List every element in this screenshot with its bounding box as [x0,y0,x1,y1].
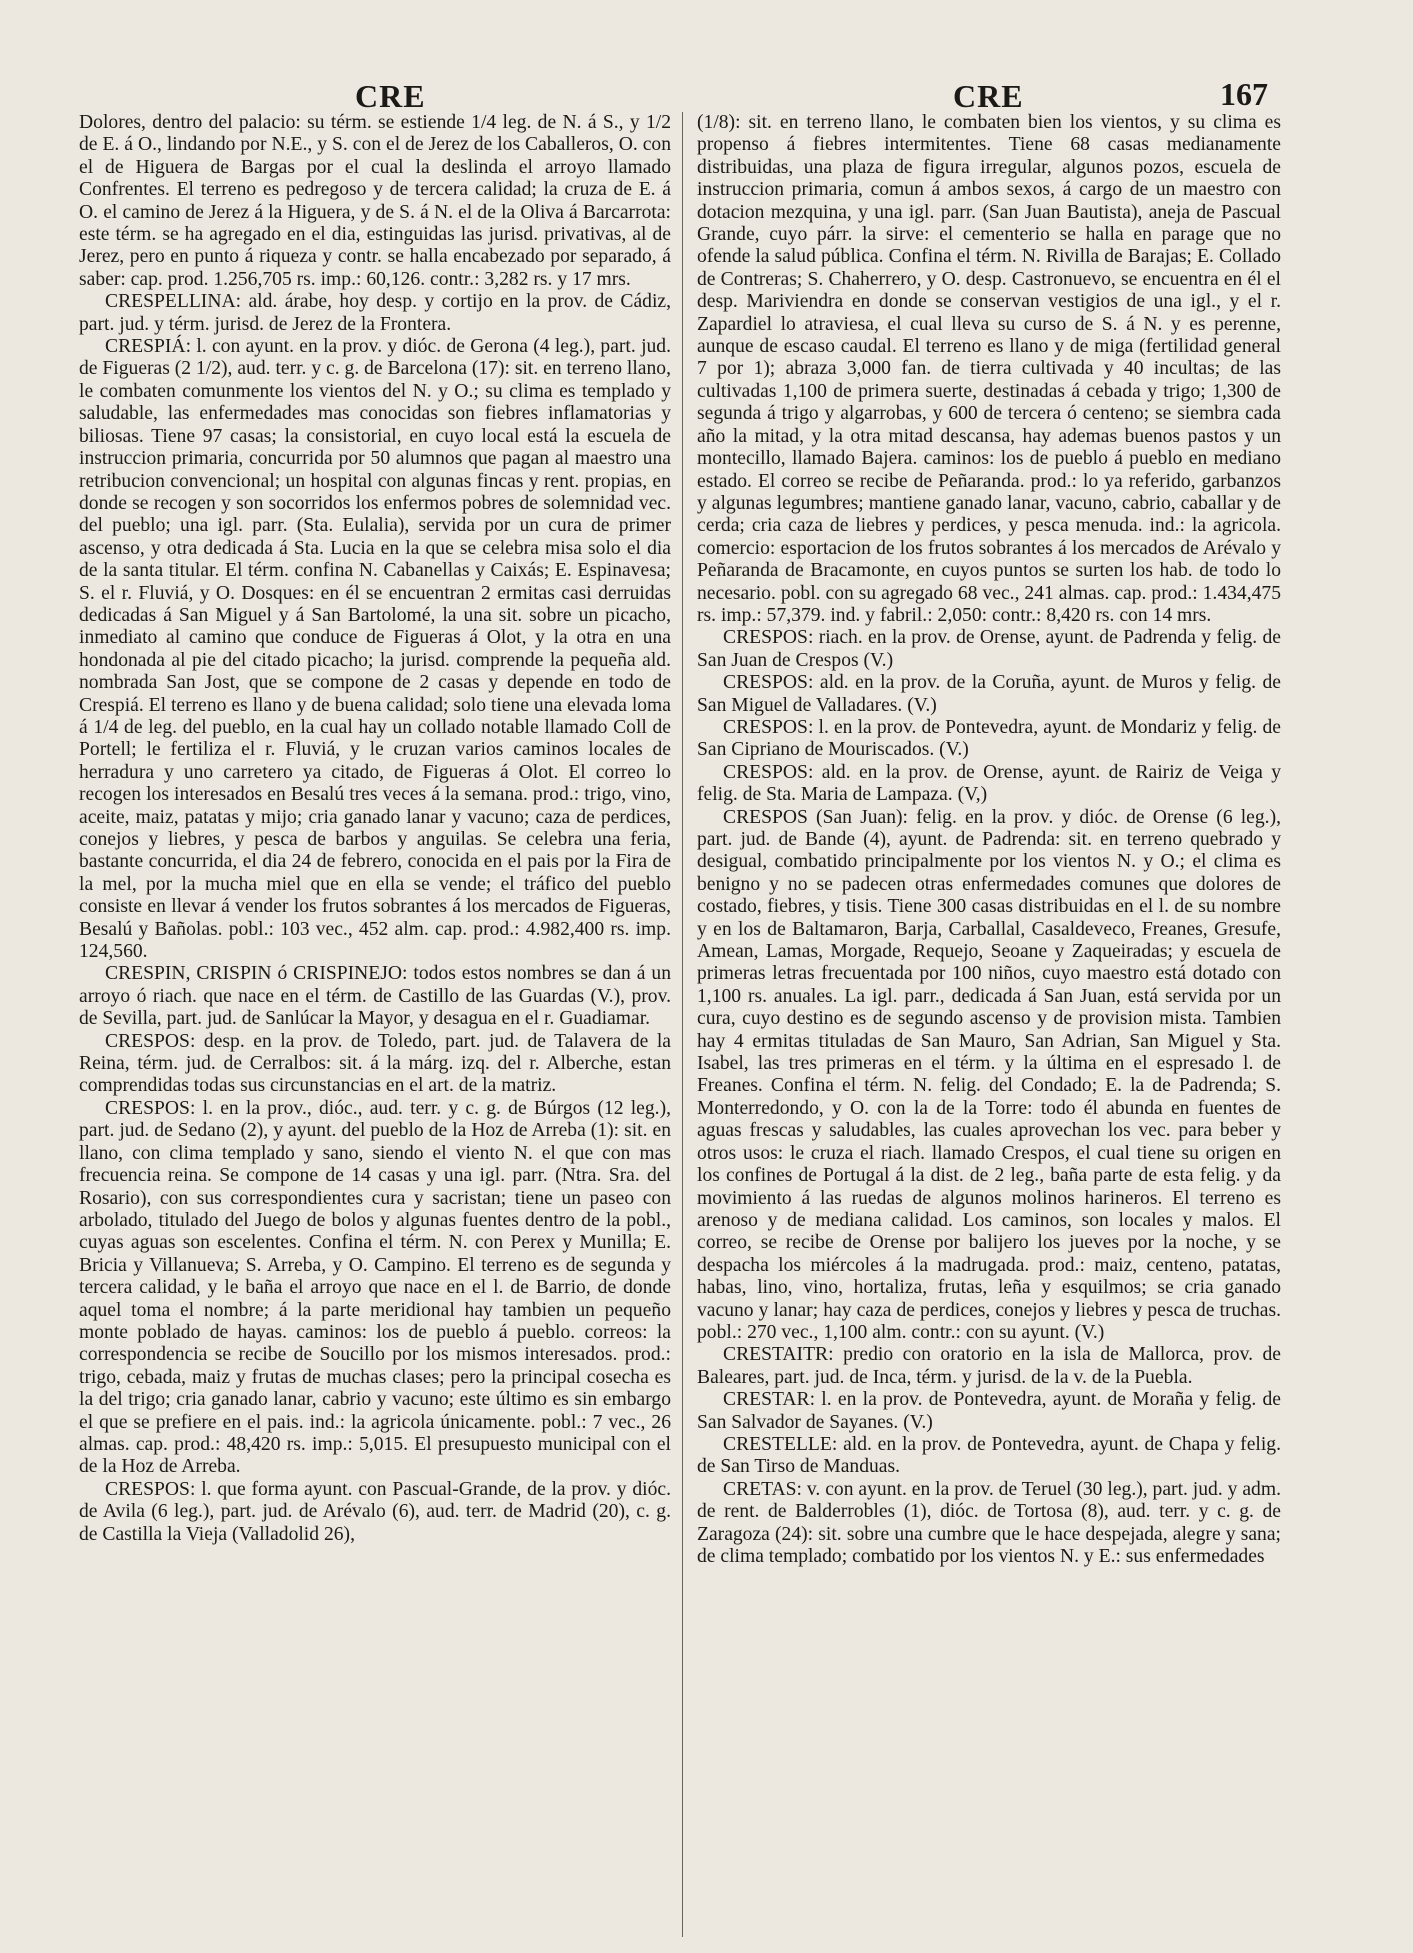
entry-crestar: CRESTAR: l. en la prov. de Pontevedra, ayunt. de Moraña y felig. de San Salvador de Sayanes. (V.) [697,1389,1281,1433]
entry-crespos-avila-continuation: (1/8): sit. en terreno llano, le combaten bien los vientos, y su clima es propenso á fiebres intermitentes. Tiene 68 casas medianamente distribuidas, una plaza de figura irregular, algunos pozos, escuela de instruccion primaria, comun á ambos sexos, á cargo de un maestro con dotacion mezquina, y una igl. parr. (San Juan Bautista), aneja de Pascual Grande, cuyo párr. la sirve: el cementerio se halla en parage que no ofende la salud pública. Confina el térm. N. Rivilla de Barajas; E. Collado de Contreras; S. Chaherrero, y O. desp. Castronuevo, se encuentra en él el desp. Mariviendra en donde se conservan vestigios de una igl., y el r. Zapardiel lo atraviesa, el cual lleva su curso de S. á N. y es perenne, aunque de escaso caudal. El terreno es llano y de miga (fertilidad general 7 por 1); abraza 3,000 fan. de tierra cultivada y 40 incultas; de las cultivadas 1,100 de primera suerte, destinadas á cebada y trigo; 1,300 de segunda á trigo y algarrobas, y 600 de tercera ó centeno; se siembra cada año la mitad, y la otra mitad descansa, hay ademas buenos pastos y un montecillo, llamado Bajera. caminos: los de pueblo á pueblo en mediano estado. El correo se recibe de Peñaranda. prod.: lo ya referido, garbanzos y algunas legumbres; mantiene ganado lanar, vacuno, cabrio, caballar y de cerda; cria caza de liebres y perdices, y pesca menuda. ind.: la agricola. comercio: esportacion de los frutos sobrantes á los mercados de Arévalo y Peñaranda de Bracamonte, en cuyos puntos se surten los hab. de todo lo necesario. pobl. con su agregado 68 vec., 241 almas. cap. prod.: 1.434,475 rs. imp.: 57,379. ind. y fabril.: 2,050: contr.: 8,420 rs. con 14 mrs. [697,112,1281,626]
entry-crespos-orense-ald: CRESPOS: ald. en la prov. de Orense, ayunt. de Rairiz de Veiga y felig. de Sta. Maria de Lampaza. (V,) [697,761,1281,806]
entry-crestaitr: CRESTAITR: predio con oratorio en la isla de Mallorca, prov. de Baleares, part. jud. de Inca, térm. y jurisd. de la v. de la Puebla. [697,1344,1281,1388]
left-column [79,112,671,1937]
running-head-left: CRE [355,78,426,114]
entry-crespin: CRESPIN, CRISPIN ó CRISPINEJO: todos estos nombres se dan á un arroyo ó riach. que nace en el térm. de Castillo de las Guardas (V.), prov. de Sevilla, part. jud. de Sanlúcar la Mayor, y desagua en el r. Guadiamar. [79,963,671,1030]
right-column [697,112,1281,1937]
entry-crespos-burgos: CRESPOS: l. en la prov., dióc., aud. terr. y c. g. de Búrgos (12 leg.), part. jud. de Sedano (2), y ayunt. del pueblo de la Hoz de Arreba (1): sit. en llano, con clima templado y sano, siendo el viento N. el que con mas frecuencia reina. Se compone de 14 casas y una igl. parr. (Ntra. Sra. del Rosario), con sus correspondientes cura y sacristan; tiene un paseo con arbolado, titulado del Juego de bolos y algunas fuentes dentro de la pobl., cuyas aguas son escelentes. Confina el térm. N. con Perex y Munilla; E. Bricia y Villanueva; S. Arreba, y O. Campino. El terreno es de segunda y tercera calidad, y le baña el arroyo que nace en el l. de Barrio, de donde aquel toma el nombre; á la parte meridional hay tambien un pequeño monte poblado de hayas. caminos: los de pueblo á pueblo. correos: la correspondencia se recibe de Soucillo por los mismos interesados. prod.: trigo, cebada, maiz y frutas de muchas clases; pero la principal cosecha es la del trigo; cria ganado lanar, cabrio y vacuno; este último es sin embargo el que se prefiere en el pais. ind.: la agricola únicamente. pobl.: 7 vec., 26 almas. cap. prod.: 48,420 rs. imp.: 5,015. El presupuesto municipal con el de la Hoz de Arreba. [79,1097,671,1478]
page-number: 167 [1220,76,1268,112]
entry-crespos-pontevedra: CRESPOS: l. en la prov. de Pontevedra, ayunt. de Mondariz y felig. de San Cipriano de Mouriscados. (V.) [697,716,1281,761]
entry-crespos-san-juan: CRESPOS (San Juan): felig. en la prov. y dióc. de Orense (6 leg.), part. jud. de Bande (4), ayunt. de Padrenda: sit. en terreno quebrado y desigual, combatido principalmente por los vientos N. y O.; el clima es benigno y no se padecen otras enfermedades comunes que dolores de costado, fiebres, y tisis. Tiene 300 casas distribuidas en el l. de su nombre y en los de Baltamaron, Barja, Carballal, Casaldeveco, Freanes, Gresufe, Amean, Lamas, Morgade, Requejo, Seoane y Zaqueiradas; y escuela de primeras letras frecuentada por 100 niños, cuyo maestro está dotado con 1,100 rs. anuales. La igl. parr., dedicada á San Juan, está servida por un cura, cuyo destino es de segundo ascenso y de provision mista. Tambien hay 4 ermitas tituladas de San Mauro, San Adrian, San Miguel y Sta. Isabel, las tres primeras en el térm. y la última en el espresado l. de Freanes. Confina el térm. N. felig. del Condado; E. la de Padrenda; S. Monterredondo, y O. con la de la Torre: todo él abunda en fuentes de aguas frescas y saludables, las cuales aprovechan los vec. para beber y otros usos: le cruza el riach. llamado Crespos, el cual tiene su origen en los confines de Portugal á la dist. de 2 leg., baña parte de esta felig. y da movimiento á las ruedas de algunos molinos harineros. El terreno es arenoso y de mediana calidad. Los caminos, son locales y malos. El correo, se recibe de Orense por balijero los jueves por la noche, y se despacha los miércoles á la madrugada. prod.: maiz, centeno, patatas, habas, lino, vino, hortaliza, frutas, leña y esquilmos; se cria ganado vacuno y lanar; hay caza de perdices, conejos y liebres y pesca de truchas. pobl.: 270 vec., 1,100 alm. contr.: con su ayunt. (V.) [697,806,1281,1343]
entry-dolores-continuation: Dolores, dentro del palacio: su térm. se estiende 1/4 leg. de N. á S., y 1/2 de E. á O., lindando por N.E., y S. con el de Jerez de los Caballeros, O. con el de Higuera de Bargas por el cual la deslinda el arroyo llamado Confrentes. El terreno es pedregoso y de tercera calidad; la cruza de E. á O. el camino de Jerez á la Higuera, y de S. á N. el de la Oliva á Barcarrota: este térm. se ha agregado en el dia, estinguidas las jurisd. privativas, al de Jerez, pero en punto á riqueza y contr. se halla encabezado por separado, á saber: cap. prod. 1.256,705 rs. imp.: 60,126. contr.: 3,282 rs. y 17 mrs. [79,112,671,290]
entry-crespos-toledo: CRESPOS: desp. en la prov. de Toledo, part. jud. de Talavera de la Reina, térm. jud. de Cerralbos: sit. á la márg. izq. del r. Alberche, estan comprendidas todas sus circunstancias en el art. de la matriz. [79,1030,671,1097]
entry-crestelle: CRESTELLE: ald. en la prov. de Pontevedra, ayunt. de Chapa y felig. de San Tirso de Manduas. [697,1433,1281,1478]
entry-crespos-avila: CRESPOS: l. que forma ayunt. con Pascual-Grande, de la prov. y dióc. de Avila (6 leg.), part. jud. de Arévalo (6), aud. terr. de Madrid (20), c. g. de Castilla la Vieja (Valladolid 26), [79,1478,671,1545]
entry-crespia: CRESPIÁ: l. con ayunt. en la prov. y dióc. de Gerona (4 leg.), part. jud. de Figueras (2 1/2), aud. terr. y c. g. de Barcelona (17): sit. en terreno llano, le combaten comunmente los vientos del N. y O.; su clima es templado y saludable, las enfermedades mas conocidas son fiebres inflamatorias y biliosas. Tiene 97 casas; la consistorial, en cuyo local está la escuela de instruccion primaria, concurrida por 50 alumnos que pagan al maestro una retribucion convencional; un hospital con algunas fincas y rent. propias, en donde se recogen y son socorridos los enfermos pobres de solemnidad vec. del pueblo; una igl. parr. (Sta. Eulalia), servida por un cura de primer ascenso, y otra dedicada á Sta. Lucia en la que se celebra misa solo el dia de la santa titular. El térm. confina N. Cabanellas y Caixás; E. Espinavesa; S. el r. Fluviá, y O. Dosques: en él se encuentran 2 ermitas casi derruidas dedicadas á San Miguel y á San Bartolomé, la una sit. sobre un picacho, inmediato al camino que conduce de Figueras á Olot, y la otra en una hondonada al pie del citado picacho; la jurisd. comprende la pequeña ald. nombrada San Jost, que se compone de 2 casas y depende en todo de Crespiá. El terreno es llano y de buena calidad; solo tiene una elevada loma á 1/4 de leg. del pueblo, en la cual hay un collado notable llamado Coll de Portell; le fertiliza el r. Fluviá, y le cruzan varios caminos locales de herradura y uno carretero ya citado, de Figueras á Olot. El correo lo recogen los interesados en Besalú tres veces á la semana. prod.: trigo, vino, aceite, maiz, patatas y mijo; cria ganado lanar y vacuno; caza de perdices, conejos y liebres, y pesca de barbos y anguilas. Se celebra una feria, bastante concurrida, el dia 24 de febrero, conocida en el pais por la Fira de la mel, por la mucha miel que en ella se vende; el tráfico del pueblo consiste en llevar á vender los frutos sobrantes á los mercados de Figueras, Besalú y Bañolas. pobl.: 103 vec., 452 alm. cap. prod.: 4.982,400 rs. imp. 124,560. [79,336,671,963]
entry-crespos-orense-riach: CRESPOS: riach. en la prov. de Orense, ayunt. de Padrenda y felig. de San Juan de Crespos (V.) [697,627,1281,671]
entry-crespellina: CRESPELLINA: ald. árabe, hoy desp. y cortijo en la prov. de Cádiz, part. jud. y térm. jurisd. de Jerez de la Frontera. [79,291,671,335]
running-head-right: CRE [953,78,1024,114]
entry-crespos-coruna: CRESPOS: ald. en la prov. de la Coruña, ayunt. de Muros y felig. de San Miguel de Valladares. (V.) [697,672,1281,716]
column-divider [682,112,683,1937]
entry-cretas: CRETAS: v. con ayunt. en la prov. de Teruel (30 leg.), part. jud. y adm. de rent. de Balderrobles (1), dióc. de Tortosa (8), aud. terr. y c. g. de Zaragoza (24): sit. sobre una cumbre que le hace despejada, alegre y sana; de clima templado; combatido por los vientos N. y E.: sus enfermedades [697,1478,1281,1567]
